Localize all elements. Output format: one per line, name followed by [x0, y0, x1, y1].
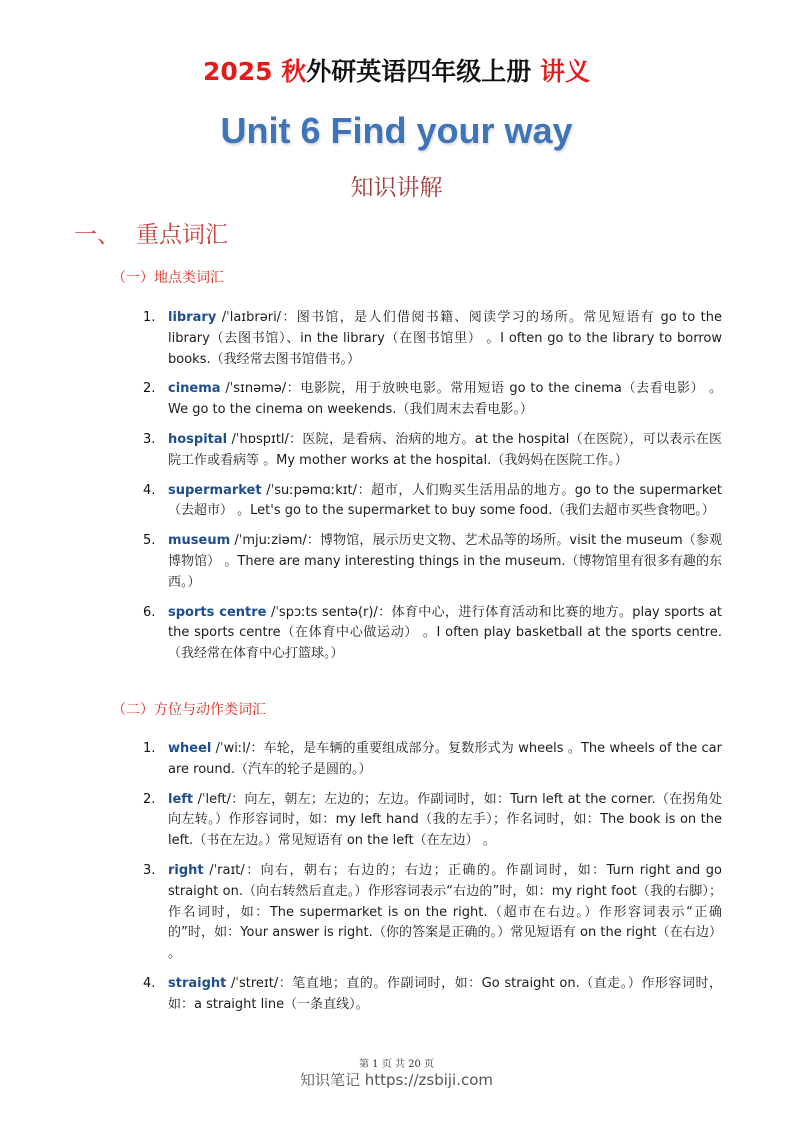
vocab-definition: /ˈhɒspɪtl/：医院，是看病、治病的地方。at the hospital（在医院），可以表示在医院工作或看病等 。My mother works at the hospital.（我妈妈在医院工作。） [168, 431, 722, 468]
vocab-word: museum [168, 533, 231, 549]
vocab-word: left [168, 791, 194, 807]
title-year-season: 2025 秋 [202, 57, 307, 86]
knowledge-subtitle: 知识讲解 [350, 175, 443, 201]
vocab-definition: /ˈwiːl/：车轮，是车辆的重要组成部分。复数形式为 wheels 。The wheels of the car are round.（汽车的轮子是圆的。） [168, 741, 722, 777]
vocab-definition: /ˈraɪt/：向右，朝右；右边的；右边；正确的。作副词时，如：Turn right and go straight on.（向右转然后直走。）作形容词表示“右边的”时，如：my right foot（我的右脚）；作名词时，如：The supermarket is on the right.（超市在右边。）作形容词表示“正确的”时，如：Your answer is right.（你的答案是正确的。）常见短语有 on the right（在右边） 。 [168, 862, 722, 962]
unit-title: Unit 6 Find your way [220, 110, 573, 151]
vocab-word: library [168, 310, 217, 325]
vocab-word: straight [168, 975, 227, 991]
item-number: 6. [143, 604, 156, 620]
sub-heading-directions: （二）方位与动作类词汇 [112, 702, 266, 718]
places-vocab-list [140, 308, 722, 665]
section-title: 重点词汇 [136, 222, 228, 248]
item-number: 3. [143, 431, 156, 447]
vocab-word: supermarket [168, 482, 262, 498]
section-heading-vocabulary [74, 218, 228, 252]
vocab-definition: /ˈleft/：向左，朝左；左边的；左边。作副词时，如：Turn left at the corner.（在拐角处向左转。）作形容词时，如：my left hand（我的左手）；作名词时，如：The book is on the left.（书在左边。）常见短语有 on the left（在左边） 。 [168, 791, 722, 849]
directions-vocab-list [140, 739, 722, 1016]
vocab-item [140, 430, 722, 472]
footer-site-link[interactable]: 知识笔记 https://zsbiji.com [299, 1071, 494, 1089]
vocab-word: right [168, 862, 204, 878]
vocab-item [140, 974, 722, 1016]
vocab-item [140, 308, 722, 370]
vocab-item [140, 531, 722, 593]
vocab-word: sports centre [168, 604, 267, 620]
item-number: 3. [143, 862, 156, 878]
vocab-item [140, 790, 722, 852]
sub-heading-places: （一）地点类词汇 [112, 270, 224, 286]
vocab-definition: /ˈmjuːziəm/：博物馆，展示历史文物、艺术品等的场所。visit the museum（参观博物馆） 。There are many interesting things in the museum.（博物馆里有很多有趣的东西。） [168, 533, 722, 590]
vocab-definition: /ˈsuːpəmɑːkɪt/：超市，人们购买生活用品的地方。go to the supermarket（去超市） 。Let's go to the supermarket to buy some food.（我们去超市买些食物吧。） [168, 482, 722, 519]
item-number: 4. [143, 975, 156, 991]
vocab-item [140, 739, 722, 781]
item-number: 1. [143, 310, 156, 325]
item-number: 1. [143, 741, 156, 756]
item-number: 5. [143, 533, 156, 549]
vocab-word: cinema [168, 381, 221, 397]
document-title [0, 52, 793, 92]
vocab-item [140, 861, 722, 965]
vocab-definition: /ˈsɪnəmə/：电影院，用于放映电影。常用短语 go to the cinema（去看电影） 。We go to the cinema on weekends.（我们周末去看电影。） [168, 381, 722, 418]
page-number: 第 1 页 共 20 页 [359, 1059, 434, 1070]
title-course: 外研英语四年级上册 [306, 57, 532, 86]
vocab-word: hospital [168, 431, 228, 447]
vocab-item [140, 379, 722, 421]
title-handout: 讲义 [540, 57, 591, 86]
item-number: 2. [143, 791, 156, 807]
item-number: 4. [143, 482, 156, 498]
section-number: 一、 [74, 222, 120, 248]
vocab-item [140, 603, 722, 665]
vocab-item [140, 481, 722, 523]
vocab-word: wheel [168, 741, 212, 756]
item-number: 2. [143, 381, 156, 397]
vocab-definition: /ˈstreɪt/：笔直地；直的。作副词时，如：Go straight on.（直走。）作形容词时，如：a straight line（一条直线）。 [168, 975, 722, 1012]
vocab-definition: /ˈlaɪbrəri/：图书馆，是人们借阅书籍、阅读学习的场所。常见短语有 go to the library（去图书馆）、in the library（在图书馆里） 。I often go to the library to borrow books.（我经常去图书馆借书。） [168, 310, 722, 367]
vocab-definition: /ˈspɔːts sentə(r)/：体育中心，进行体育活动和比赛的地方。play sports at the sports centre（在体育中心做运动） 。I often play basketball at the sports centre.（我经常在体育中心打篮球。） [168, 604, 723, 662]
